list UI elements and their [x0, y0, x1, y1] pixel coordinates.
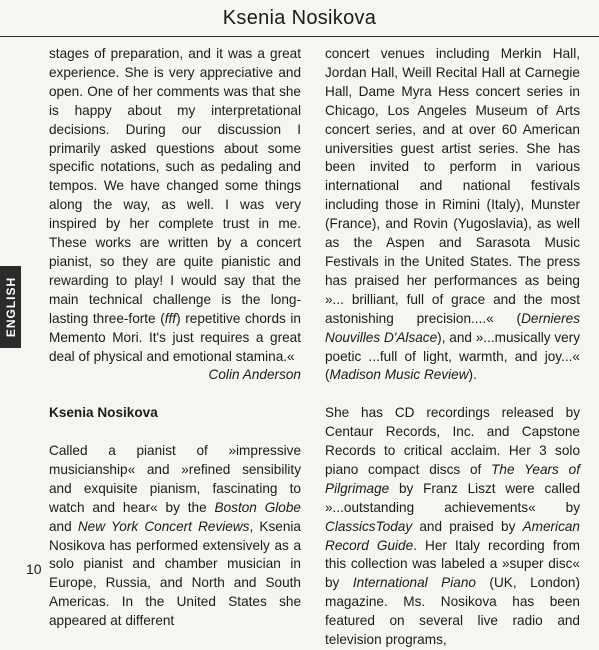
- spacer: [325, 385, 580, 404]
- bio-text: (UK, London) magazine. Ms. Nosikova has been featured on several live radio and television programs,: [325, 575, 580, 648]
- spacer: [49, 423, 301, 442]
- press-source-international-piano: International Piano: [352, 575, 476, 591]
- page-header: [0, 0, 599, 37]
- biography-paragraph: [49, 442, 301, 631]
- bio-text: by Franz Liszt were called »...outstanding achievements« by: [325, 480, 580, 515]
- bio-text: ), and »...musically very poetic ...full of light, warmth, and joy...« (: [325, 329, 580, 383]
- bio-text: , Ksenia Nosikova has performed extensively as a solo pianist and chamber musician in Europe, Russia, and North and South Americas. In the United States she appeared at different: [49, 518, 301, 629]
- interview-attribution: Colin Anderson: [208, 367, 301, 383]
- press-source-classics-today: ClassicsToday: [325, 518, 413, 534]
- recordings-paragraph: [325, 404, 580, 650]
- interview-text-end: ) repetitive chords in Memento Mori. It's just requires a great deal of physical and emotional stamina.«: [49, 310, 301, 364]
- bio-source-ny-concert-reviews: New York Concert Reviews: [77, 518, 250, 534]
- bio-text: and praised by: [412, 518, 523, 534]
- bio-text: . Her Italy recording from this collection was labeled a »super disc« by: [325, 537, 581, 591]
- bio-source-boston-globe: Boston Globe: [214, 499, 301, 515]
- bio-text: Called a pianist of »impressive musicianship« and »refined sensibility and exquisite pianism, fascinating to watch and hear« by the: [49, 443, 301, 515]
- page-number: 10: [26, 561, 42, 577]
- press-source-american-record-guide: American Record Guide: [325, 518, 580, 553]
- left-column: [49, 45, 301, 631]
- press-source-madison-music-review: Madison Music Review: [329, 367, 469, 383]
- page-title: Ksenia Nosikova: [222, 7, 377, 29]
- right-column: [325, 45, 580, 650]
- press-source-dernieres-nouvelles: Dernieres Nouvilles D'Alsace: [325, 310, 580, 345]
- interview-paragraph: [49, 45, 301, 366]
- biography-paragraph-continued: [325, 45, 580, 385]
- section-heading: Ksenia Nosikova: [49, 405, 158, 421]
- bio-text: She has CD recordings released by Centaur Records, Inc. and Capstone Records to critical acclaim. Her 3 solo piano compact discs of: [325, 405, 580, 477]
- language-tab-label: ENGLISH: [3, 276, 18, 338]
- bio-text: and: [49, 518, 78, 534]
- spacer: [49, 385, 301, 404]
- bio-text: ).: [468, 367, 477, 383]
- album-title: The Years of Pilgrimage: [325, 461, 580, 496]
- interview-text: stages of preparation, and it was a great experience. She is very appreciative and open. One of her comments was that she is happy about my interpretational decisions. During our discussion I primarily asked questions about some specific notations, such as pedaling and tempos. We have changed some things along the way, as well. I was very inspired by her complete trust in me. These works are written by a concert pianist, so they are quite pianistic and rewarding to play! I would say that the main technical challenge is the long-lasting three-forte (: [49, 46, 301, 326]
- bio-text: concert venues including Merkin Hall, Jordan Hall, Weill Recital Hall at Carnegie Hall, Dame Myra Hess concert series in Chicago, Los Angeles Museum of Arts concert series, and at over 60 American universities guest artist series. She has been invited to perform in various international and national festivals including those in Rimini (Italy), Munster (France), and Rovin (Yugoslavia), as well as the Aspen and Sarasota Music Festivals in the United States. The press has praised her performances as being »... brilliant, full of grace and the most astonishing precision....« (: [325, 46, 580, 326]
- language-tab: [0, 266, 21, 348]
- fff-marking: fff: [164, 310, 177, 326]
